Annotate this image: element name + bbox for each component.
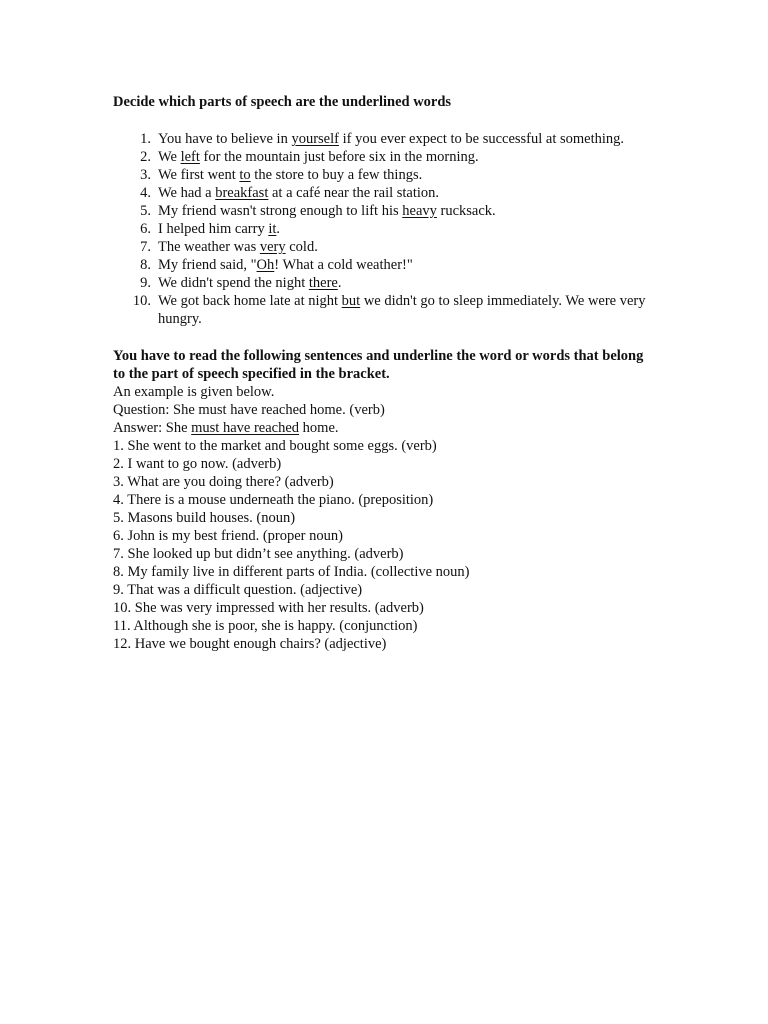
item-text: We didn't spend the night [158,275,309,291]
item-number: 1. [140,131,151,147]
item-number: 6. [140,221,151,237]
list-item [113,292,658,328]
item-text: we didn't go to sleep immediately. We were very hungry. [158,293,646,327]
item-number: 10. [132,293,151,309]
item-number: 7. [140,239,151,255]
section1-heading: Decide which parts of speech are the underlined words [113,94,452,110]
item-number: 9. [140,275,151,291]
underlined-word: to [239,167,251,183]
underlined-word: breakfast [215,185,269,201]
list-item [113,184,658,202]
list-item [113,202,658,220]
item-text: ! What a cold weather!" [274,257,413,273]
item-text: the store to buy a few things. [250,167,423,183]
example-answer [113,419,658,437]
question-item: 2. I want to go now. (adverb) [113,456,282,472]
question-item: 11. Although she is poor, she is happy. (conjunction) [113,618,418,634]
item-text: We [158,149,181,165]
underlined-words-list [113,130,658,328]
list-item [113,220,658,238]
underlined-word: it [268,221,277,237]
item-number: 8. [140,257,151,273]
underlined-word: yourself [291,131,339,147]
item-text: We had a [158,185,216,201]
item-text: . [276,221,281,237]
underlined-answer: must have reached [191,420,300,436]
question-item: 8. My family live in different parts of India. (collective noun) [113,564,470,580]
question-item: 5. Masons build houses. (noun) [113,510,296,526]
item-number: 5. [140,203,151,219]
question-item: 6. John is my best friend. (proper noun) [113,528,343,544]
item-number: 2. [140,149,151,165]
item-text: cold. [285,239,318,255]
item-text: at a café near the rail station. [268,185,440,201]
underlined-word: left [180,149,200,165]
list-item [113,238,658,256]
question-item: 10. She was very impressed with her results. (adverb) [113,600,424,616]
question-item: 4. There is a mouse underneath the piano. (preposition) [113,492,434,508]
question-item: 1. She went to the market and bought some eggs. (verb) [113,438,437,454]
item-number: 3. [140,167,151,183]
underlined-word: there [308,275,338,291]
item-text: My friend said, " [158,257,257,273]
item-number: 4. [140,185,151,201]
question-item: 3. What are you doing there? (adverb) [113,474,334,490]
item-text: We first went [158,167,240,183]
item-text: if you ever expect to be successful at something. [338,131,625,147]
answer-text: home. [299,420,339,436]
item-text: rucksack. [436,203,496,219]
item-text: The weather was [158,239,260,255]
list-item [113,256,658,274]
item-text: You have to believe in [158,131,292,147]
worksheet-page [113,93,658,653]
list-item [113,274,658,292]
example-question: Question: She must have reached home. (verb) [113,402,385,418]
example-intro: An example is given below. [113,384,275,400]
question-item: 7. She looked up but didn’t see anything. (adverb) [113,546,404,562]
underlined-word: but [341,293,361,309]
list-item [113,148,658,166]
list-item [113,166,658,184]
question-item: 9. That was a difficult question. (adjective) [113,582,363,598]
list-item [113,130,658,148]
item-text: I helped him carry [158,221,269,237]
item-text: for the mountain just before six in the morning. [199,149,479,165]
underlined-word: Oh [256,257,275,273]
underlined-word: heavy [402,203,437,219]
underlined-word: very [259,239,286,255]
answer-text: Answer: She [113,420,192,436]
item-text: We got back home late at night [158,293,342,309]
item-text: . [337,275,342,291]
section2-heading: You have to read the following sentences and underline the word or words that belong to the part of speech specified in the bracket. [113,348,644,382]
item-text: My friend wasn't strong enough to lift his [158,203,403,219]
question-item: 12. Have we bought enough chairs? (adjective) [113,636,387,652]
